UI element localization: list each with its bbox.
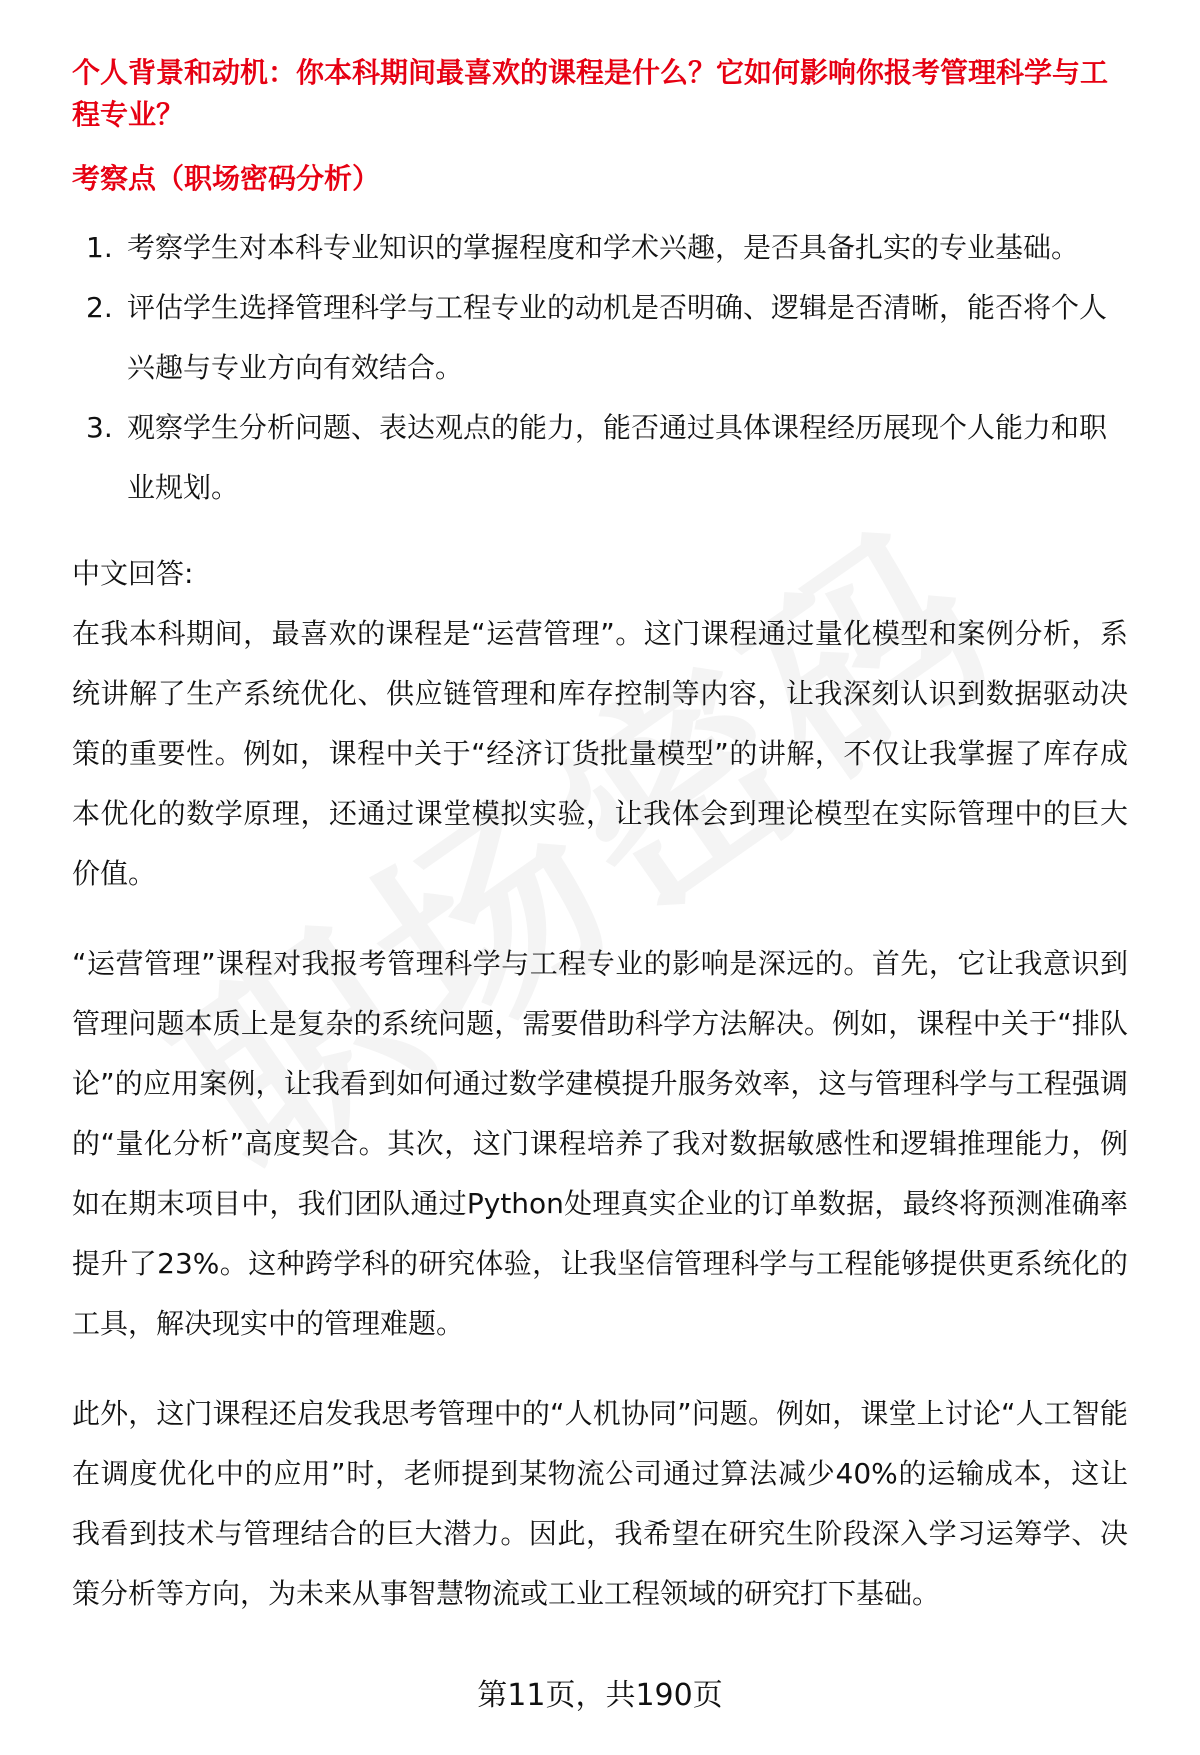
- analysis-points-list: [72, 218, 1128, 518]
- list-item-text: 观察学生分析问题、表达观点的能力，能否通过具体课程经历展现个人能力和职业规划。: [127, 411, 1108, 504]
- question-title: 个人背景和动机：你本科期间最喜欢的课程是什么？它如何影响你报考管理科学与工程专业？: [72, 56, 1109, 131]
- list-item: [72, 218, 1128, 278]
- answer-label: 中文回答:: [72, 557, 194, 590]
- analysis-heading: 考察点（职场密码分析）: [72, 162, 381, 195]
- list-item-text: 考察学生对本科专业知识的掌握程度和学术兴趣，是否具备扎实的专业基础。: [127, 231, 1080, 264]
- list-item-text: 评估学生选择管理科学与工程专业的动机是否明确、逻辑是否清晰，能否将个人兴趣与专业方向有效结合。: [127, 291, 1108, 384]
- list-item-number: 3.: [86, 411, 113, 444]
- answer-paragraph: 在我本科期间，最喜欢的课程是“运营管理”。这门课程通过量化模型和案例分析，系统讲解了生产系统优化、供应链管理和库存控制等内容，让我深刻认识到数据驱动决策的重要性。例如，课程中关于“经济订货批量模型”的讲解，不仅让我掌握了库存成本优化的数学原理，还通过课堂模拟实验，让我体会到理论模型在实际管理中的巨大价值。: [72, 617, 1128, 890]
- answer-paragraph: 此外，这门课程还启发我思考管理中的“人机协同”问题。例如，课堂上讨论“人工智能在调度优化中的应用”时，老师提到某物流公司通过算法减少40%的运输成本，这让我看到技术与管理结合的巨大潜力。因此，我希望在研究生阶段深入学习运筹学、决策分析等方向，为未来从事智慧物流或工业工程领域的研究打下基础。: [72, 1397, 1128, 1610]
- page-number-footer: 第11页，共190页: [477, 1678, 723, 1713]
- list-item: [72, 278, 1128, 398]
- answer-paragraph: “运营管理”课程对我报考管理科学与工程专业的影响是深远的。首先，它让我意识到管理问题本质上是复杂的系统问题，需要借助科学方法解决。例如，课程中关于“排队论”的应用案例，让我看到如何通过数学建模提升服务效率，这与管理科学与工程强调的“量化分析”高度契合。其次，这门课程培养了我对数据敏感性和逻辑推理能力，例如在期末项目中，我们团队通过Python处理真实企业的订单数据，最终将预测准确率提升了23%。这种跨学科的研究体验，让我坚信管理科学与工程能够提供更系统化的工具，解决现实中的管理难题。: [72, 947, 1128, 1340]
- list-item-number: 1.: [86, 231, 113, 264]
- list-item: [72, 398, 1128, 518]
- list-item-number: 2.: [86, 291, 113, 324]
